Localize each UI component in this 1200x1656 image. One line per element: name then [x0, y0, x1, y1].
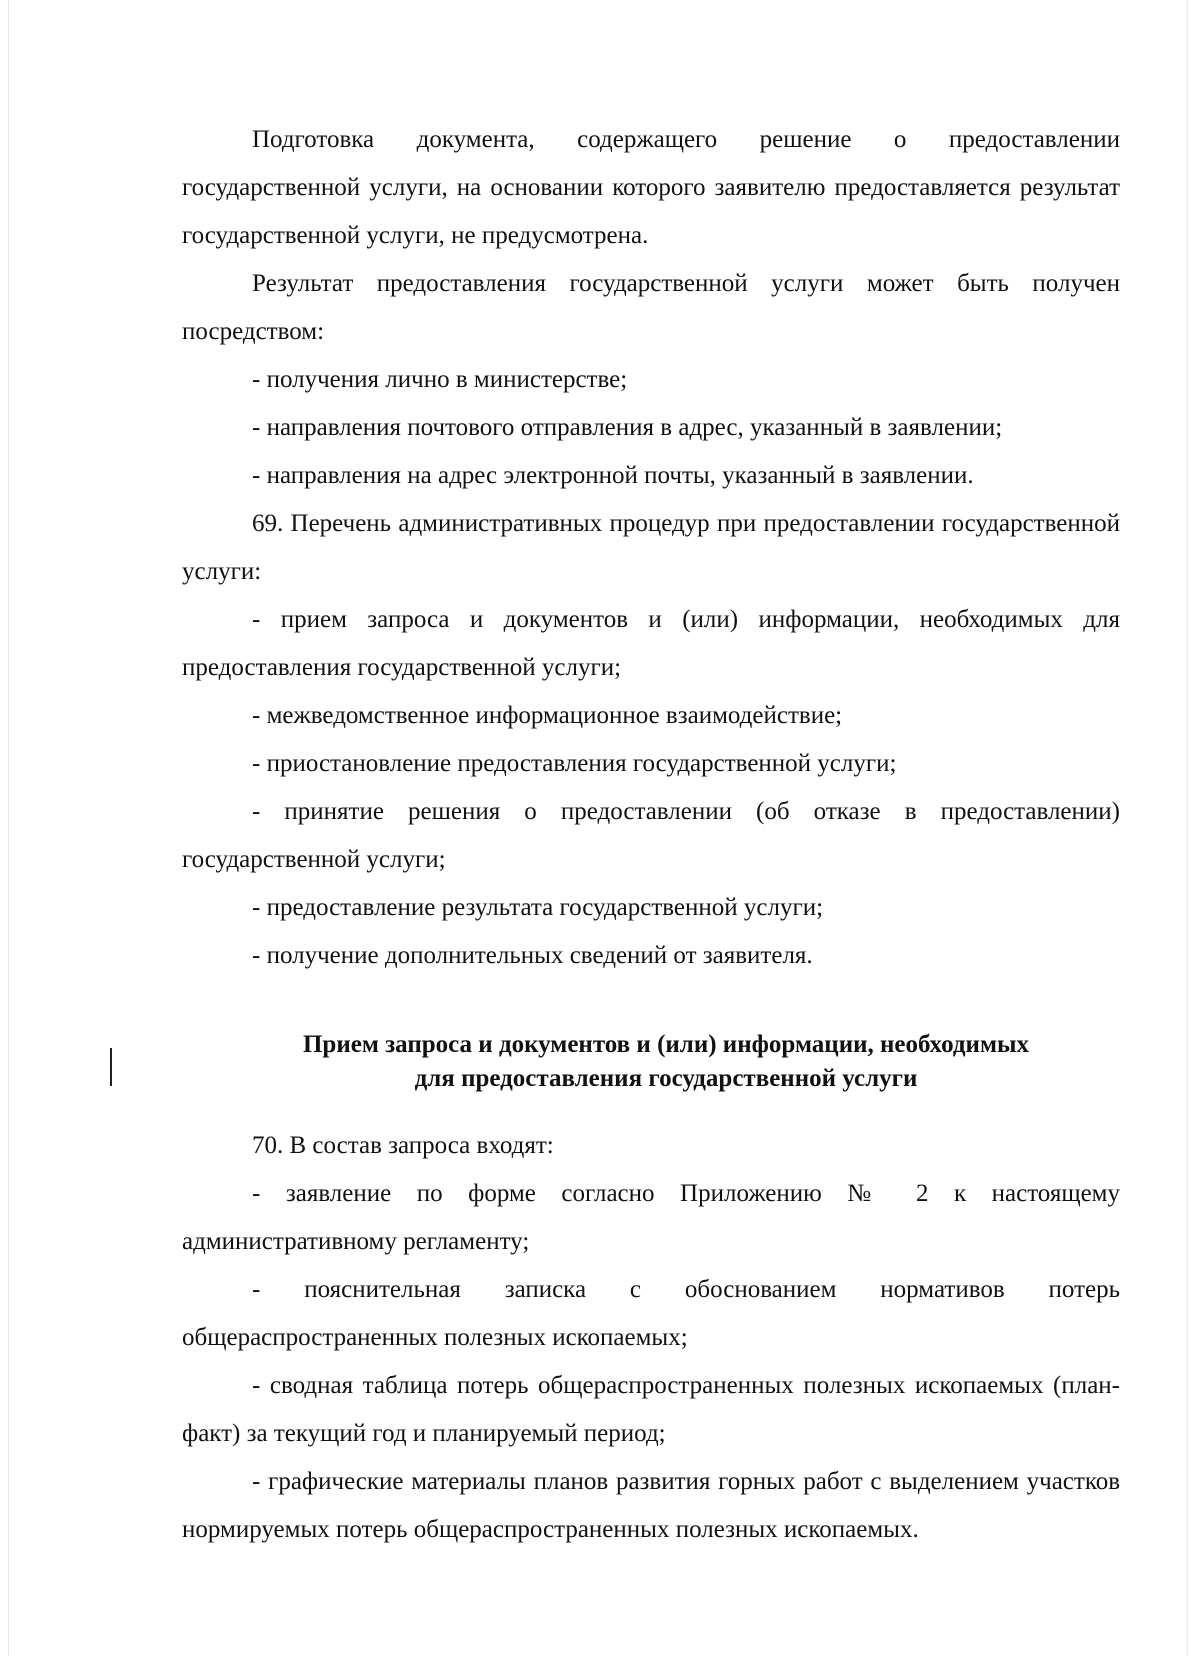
- margin-mark: [110, 1048, 112, 1086]
- list-item-suspension: - приостановление предоставления государственной услуги;: [252, 750, 897, 777]
- list-item-request-intake: - прием запроса и документов и (или) информации, необходимых для предоставления государственной услуги;: [182, 606, 1120, 681]
- document-body: [182, 116, 1120, 1554]
- list-item-summary-table: - сводная таблица потерь общераспространенных полезных ископаемых (план-факт) за текущий год и планируемый период;: [182, 1372, 1120, 1447]
- section-heading-line-1: Прием запроса и документов и (или) информации, необходимых: [302, 1031, 1029, 1058]
- paragraph-70-request-content: 70. В состав запроса входят:: [252, 1132, 554, 1159]
- section-heading-line-2: для предоставления государственной услуги: [414, 1065, 918, 1092]
- list-item-graphic-materials: - графические материалы планов развития горных работ с выделением участков нормируемых потерь общераспространенных полезных ископаемых.: [182, 1468, 1120, 1543]
- scan-edge-left: [8, 0, 9, 1656]
- paragraph-69-procedures: 69. Перечень административных процедур при предоставлении государственной услуги:: [182, 510, 1120, 585]
- list-item-additional-info: - получение дополнительных сведений от заявителя.: [252, 942, 813, 969]
- list-item-in-person: - получения лично в министерстве;: [252, 366, 628, 393]
- section-heading: [182, 1028, 1120, 1096]
- paragraph-result-ways: Результат предоставления государственной услуги может быть получен посредством:: [182, 270, 1120, 345]
- paragraph-decision-preparation: Подготовка документа, содержащего решение о предоставлении государственной услуги, на основании которого заявителю предоставляется результат государственной услуги, не предусмотрена.: [182, 126, 1120, 249]
- list-item-postal: - направления почтового отправления в адрес, указанный в заявлении;: [252, 414, 1003, 441]
- list-item-explanatory-note: - пояснительная записка с обоснованием нормативов потерь общераспространенных полезных ископаемых;: [182, 1276, 1120, 1351]
- list-item-email: - направления на адрес электронной почты, указанный в заявлении.: [252, 462, 974, 489]
- list-item-decision: - принятие решения о предоставлении (об отказе в предоставлении) государственной услуги;: [182, 798, 1120, 873]
- scan-edge-right: [1187, 0, 1188, 1656]
- list-item-application: - заявление по форме согласно Приложению № 2 к настоящему административному регламенту;: [182, 1180, 1120, 1255]
- list-item-interagency: - межведомственное информационное взаимодействие;: [252, 702, 843, 729]
- list-item-result-provision: - предоставление результата государственной услуги;: [252, 894, 824, 921]
